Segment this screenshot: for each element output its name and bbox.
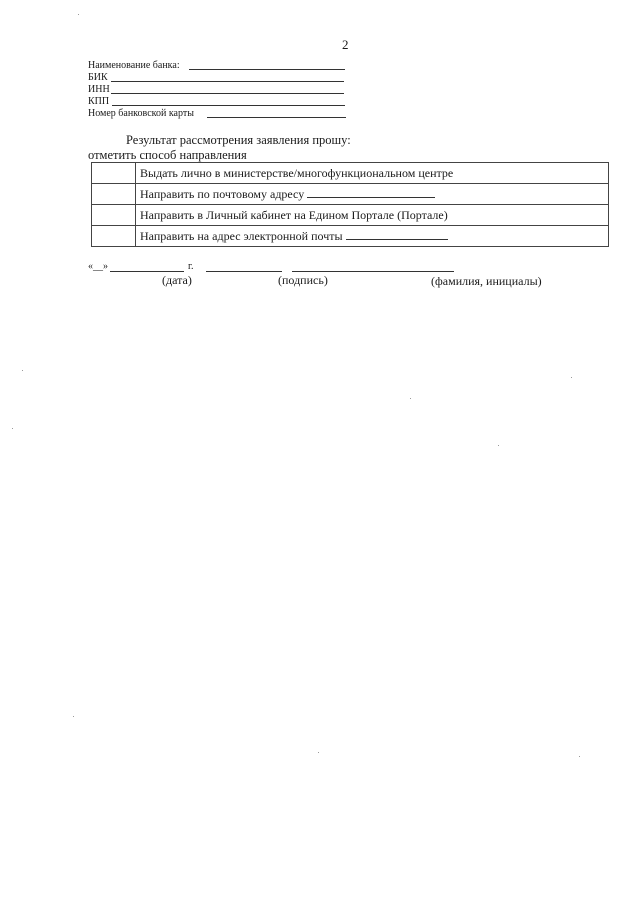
date-caption: (дата) xyxy=(162,273,192,287)
option-checkbox-postal[interactable] xyxy=(92,184,136,205)
option-label-postal: Направить по почтовому адресу xyxy=(136,184,609,205)
year-suffix: г. xyxy=(188,261,194,272)
email-line xyxy=(346,229,448,240)
kpp-line xyxy=(112,105,345,106)
option-checkbox-in-person[interactable] xyxy=(92,163,136,184)
date-month-line xyxy=(110,271,184,272)
kpp-label: КПП xyxy=(88,96,110,107)
option-checkbox-email[interactable] xyxy=(92,226,136,247)
option-label-in-person: Выдать лично в министерстве/многофункциональном центре xyxy=(136,163,609,184)
full-name-line xyxy=(292,271,454,272)
bik-line xyxy=(111,81,344,82)
name-caption: (фамилия, инициалы) xyxy=(431,274,542,288)
inn-line xyxy=(111,93,344,94)
date-day-field: «__» xyxy=(88,261,108,272)
bik-label: БИК xyxy=(88,72,108,83)
postal-address-line xyxy=(307,187,435,198)
option-row xyxy=(92,163,609,184)
bank-name-label: Наименование банка: xyxy=(88,60,180,71)
signature-caption: (подпись) xyxy=(278,273,328,287)
result-subheading: отметить способ направления xyxy=(88,148,247,162)
result-heading: Результат рассмотрения заявления прошу: xyxy=(126,133,351,147)
page-number: 2 xyxy=(342,37,349,52)
option-row xyxy=(92,205,609,226)
inn-label: ИНН xyxy=(88,84,110,95)
option-checkbox-portal[interactable] xyxy=(92,205,136,226)
option-label-portal: Направить в Личный кабинет на Едином Портале (Портале) xyxy=(136,205,609,226)
signature-line xyxy=(206,271,282,272)
option-row xyxy=(92,184,609,205)
option-row xyxy=(92,226,609,247)
card-number-line xyxy=(207,117,346,118)
delivery-options-table xyxy=(91,162,609,247)
bank-name-line xyxy=(189,69,345,70)
card-number-label: Номер банковской карты xyxy=(88,108,194,119)
option-label-email: Направить на адрес электронной почты xyxy=(136,226,609,247)
